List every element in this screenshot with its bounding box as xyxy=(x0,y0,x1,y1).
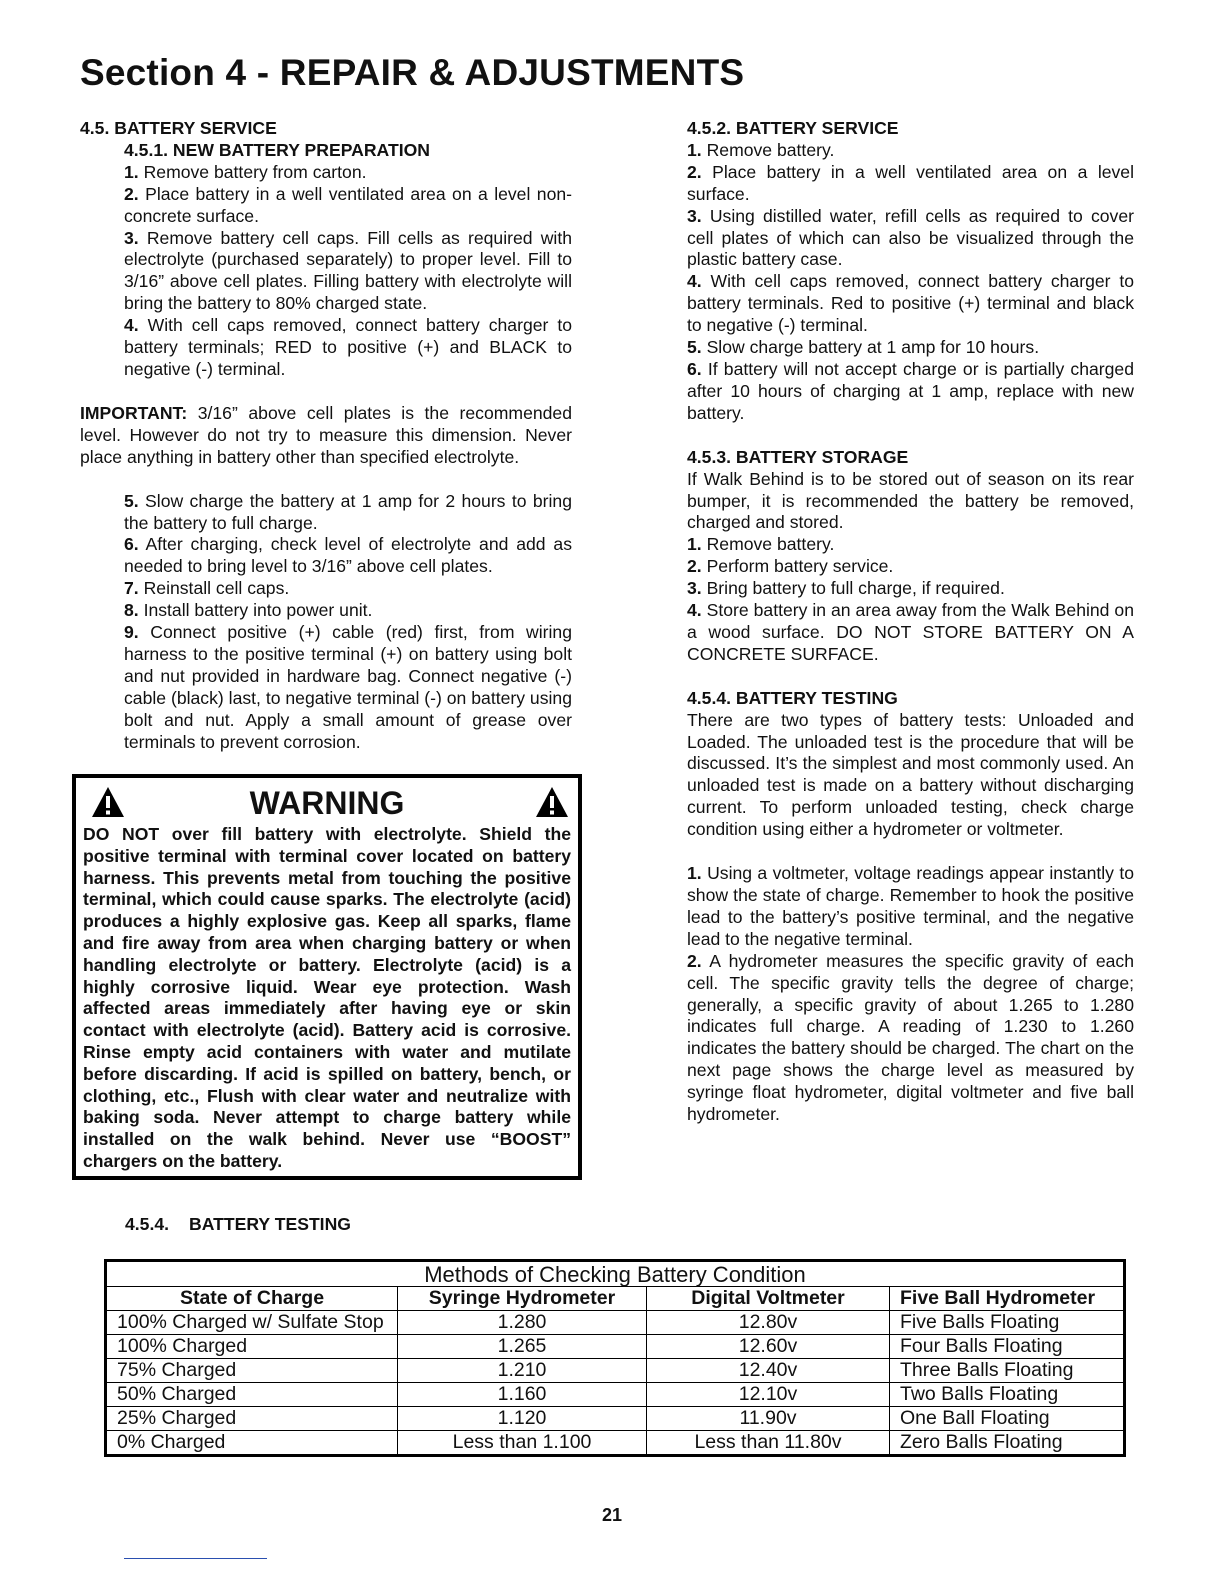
list-item: 1. Remove battery. xyxy=(687,534,835,555)
table-cell: 12.60v xyxy=(647,1335,890,1359)
table-cell: Less than 1.100 xyxy=(398,1431,647,1456)
table-cell: 1.210 xyxy=(398,1359,647,1383)
table-cell: 1.120 xyxy=(398,1407,647,1431)
new-battery-preparation-heading: 4.5.1. NEW BATTERY PREPARATION xyxy=(124,139,430,160)
table-caption-row xyxy=(106,1261,1125,1287)
prep-steps-a xyxy=(124,162,572,381)
warning-triangle-icon xyxy=(91,786,125,818)
table-cell: Three Balls Floating xyxy=(890,1359,1125,1383)
table-cell: 0% Charged xyxy=(106,1431,398,1456)
warning-title: WARNING xyxy=(249,785,405,821)
table-cell: 12.40v xyxy=(647,1359,890,1383)
list-item: 6. If battery will not accept charge or is partially charged after 10 hours of charging at 1 amp, replace with new battery. xyxy=(687,358,1134,423)
table-cell: 1.160 xyxy=(398,1383,647,1407)
table-cell: Zero Balls Floating xyxy=(890,1431,1125,1456)
column-header: Syringe Hydrometer xyxy=(398,1287,647,1311)
table-row xyxy=(106,1407,1125,1431)
table-cell: Four Balls Floating xyxy=(890,1335,1125,1359)
table-cell: 12.10v xyxy=(647,1383,890,1407)
storage-intro: If Walk Behind is to be stored out of season on its rear bumper, it is recommended the battery be removed, charged and stored. xyxy=(687,468,1134,533)
warning-header xyxy=(83,784,571,824)
list-item: 2. Place battery in a well ventilated area on a level non-concrete surface. xyxy=(124,183,572,226)
table-caption: Methods of Checking Battery Condition xyxy=(106,1261,1125,1287)
table-row xyxy=(106,1311,1125,1335)
list-item: 2. Perform battery service. xyxy=(687,556,894,577)
list-item: 4. Store battery in an area away from the Walk Behind on a wood surface. DO NOT STORE BATTERY ON A CONCRETE SURFACE. xyxy=(687,600,1134,664)
table-header-row xyxy=(106,1287,1125,1311)
battery-testing-heading: 4.5.4. BATTERY TESTING xyxy=(687,687,898,708)
testing-intro: There are two types of battery tests: Unloaded and Loaded. The unloaded test is the procedure that will be discussed. It’s the simplest and most commonly used. An unloaded test is made on a battery without discharging current. To perform unloaded testing, check charge condition using either a hydrometer or voltmeter. xyxy=(687,709,1134,840)
table-cell: 100% Charged xyxy=(106,1335,398,1359)
list-item: 5. Slow charge the battery at 1 amp for 2 hours to bring the battery to full charge. xyxy=(124,490,572,533)
table-cell: One Ball Floating xyxy=(890,1407,1125,1431)
list-item: 6. After charging, check level of electrolyte and add as needed to bring level to 3/16” above cell plates. xyxy=(124,534,572,577)
table-cell: 50% Charged xyxy=(106,1383,398,1407)
list-item: 1. Remove battery from carton. xyxy=(124,161,367,182)
table-cell: Two Balls Floating xyxy=(890,1383,1125,1407)
prep-steps-b xyxy=(124,491,572,754)
table-section-heading: 4.5.4. BATTERY TESTING xyxy=(125,1214,351,1234)
column-header: Five Ball Hydrometer xyxy=(890,1287,1125,1311)
table-cell: Less than 11.80v xyxy=(647,1431,890,1456)
warning-box xyxy=(72,774,582,1180)
right-column xyxy=(687,118,1134,1126)
important-note: IMPORTANT: 3/16” above cell plates is the recommended level. However do not try to measure this dimension. Never place anything in battery other than specified electrolyte. xyxy=(80,402,572,467)
table-cell: 100% Charged w/ Sulfate Stop xyxy=(106,1311,398,1335)
table-cell: 25% Charged xyxy=(106,1407,398,1431)
list-item: 4. With cell caps removed, connect battery charger to battery terminals. Red to positive (+) terminal and black to negative (-) terminal. xyxy=(687,271,1134,336)
list-item: 9. Connect positive (+) cable (red) first, from wiring harness to the positive terminal (+) on battery using bolt and nut provided in hardware bag. Connect negative (-) cable (black) last, to negative terminal (-) on battery using bolt and nut. Apply a small amount of grease over terminals to prevent corrosion. xyxy=(124,622,572,752)
table-cell: 1.280 xyxy=(398,1311,647,1335)
page-number: 21 xyxy=(601,1505,623,1525)
list-item: 1. Remove battery. xyxy=(687,139,835,160)
battery-condition-table xyxy=(104,1259,1126,1457)
battery-service-heading: 4.5.2. BATTERY SERVICE xyxy=(687,118,899,138)
list-item: 2. Place battery in a well ventilated area on a level surface. xyxy=(687,161,1134,204)
left-column xyxy=(80,118,572,753)
table-row xyxy=(106,1335,1125,1359)
battery-service-heading: 4.5. BATTERY SERVICE xyxy=(80,118,277,138)
table-cell: 12.80v xyxy=(647,1311,890,1335)
list-item: 3. Remove battery cell caps. Fill cells as required with electrolyte (purchased separately) to proper level. Fill to 3/16” above cell plates. Filling battery with electrolyte will bring the battery to 80% charged state. xyxy=(124,227,572,314)
list-item: 3. Using distilled water, refill cells as required to cover cell plates of which can also be visualized through the plastic battery case. xyxy=(687,205,1134,270)
table-row xyxy=(106,1431,1125,1456)
table-cell: 1.265 xyxy=(398,1335,647,1359)
list-item: 7. Reinstall cell caps. xyxy=(124,578,290,599)
column-header: Digital Voltmeter xyxy=(647,1287,890,1311)
table-cell: 75% Charged xyxy=(106,1359,398,1383)
table-cell: 11.90v xyxy=(647,1407,890,1431)
list-item: 3. Bring battery to full charge, if required. xyxy=(687,578,1005,599)
list-item: 4. With cell caps removed, connect battery charger to battery terminals; RED to positive (+) and BLACK to negative (-) terminal. xyxy=(124,315,572,379)
warning-triangle-icon xyxy=(535,786,569,818)
table-row xyxy=(106,1383,1125,1407)
table-cell: Five Balls Floating xyxy=(890,1311,1125,1335)
list-item: 2. A hydrometer measures the specific gravity of each cell. The specific gravity tells the degree of charge; generally, a specific gravity of about 1.265 to 1.280 indicates full charge. A reading of 1.230 to 1.260 indicates the battery should be charged. The chart on the next page shows the charge level as measured by syringe float hydrometer, digital voltmeter and five ball hydrometer. xyxy=(687,950,1134,1125)
battery-storage-heading: 4.5.3. BATTERY STORAGE xyxy=(687,446,909,467)
list-item: 1. Using a voltmeter, voltage readings appear instantly to show the state of charge. Remember to hook the positive lead to the battery’s positive terminal, and the negative lead to the negative terminal. xyxy=(687,863,1134,949)
list-item: 5. Slow charge battery at 1 amp for 10 hours. xyxy=(687,337,1040,358)
column-header: State of Charge xyxy=(106,1287,398,1311)
section-title: Section 4 - REPAIR & ADJUSTMENTS xyxy=(80,52,745,93)
warning-text: DO NOT over fill battery with electrolyte. Shield the positive terminal with terminal cover located on battery harness. This prevents metal from touching the positive terminal, which could cause sparks. The electrolyte (acid) produces a highly explosive gas. Keep all sparks, flame and fire away from area when charging battery or when handling electrolyte or battery. Electrolyte (acid) is a highly corrosive liquid. Wear eye protection. Wash affected areas immediately after having eye or skin contact with electrolyte (acid). Battery acid is corrosive. Rinse empty acid containers with water and mutilate before discarding. If acid is spilled on battery, bench, or clothing, etc., Flush with clear water and neutralize with baking soda. Never attempt to charge battery while installed on the walk behind. Never use “BOOST” chargers on the battery. xyxy=(83,824,571,1171)
table-row xyxy=(106,1359,1125,1383)
list-item: 8. Install battery into power unit. xyxy=(124,600,373,621)
footer-rule xyxy=(124,1558,267,1559)
